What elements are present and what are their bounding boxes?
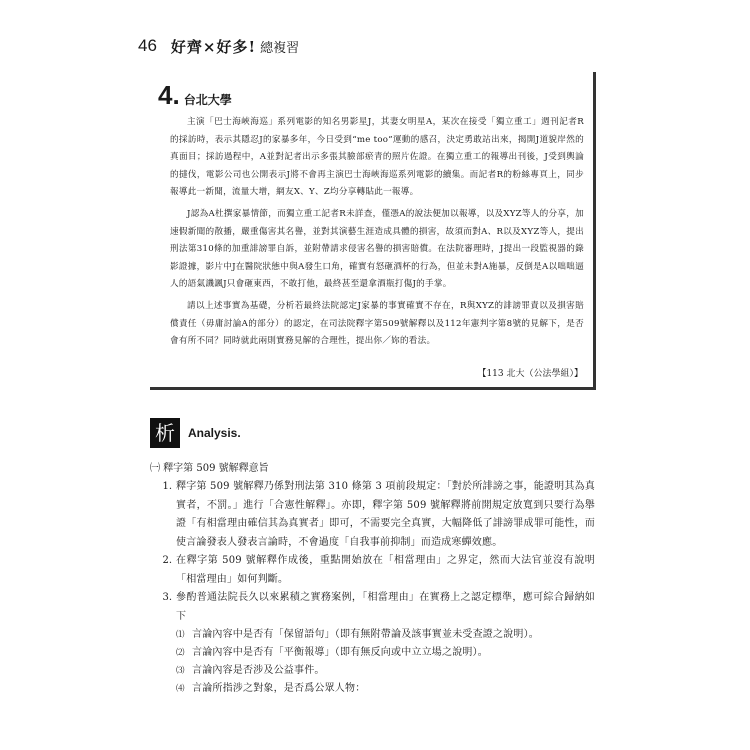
sub-item-marker: ⑵ [176, 648, 185, 658]
question-heading [158, 80, 232, 111]
question-number: 4. [158, 80, 180, 110]
question-paragraph: 請以上述事實為基礎，分析若最終法院認定J家暴的事實確實不存在，R與XYZ的誹謗罪責以及損害賠償責任（毋庸討論A的部分）的認定，在司法院釋字第509號解釋以及112年憲判字第8號的見解下，是否會有所不同？同時就此兩則實務見解的合理性，提出你／妳的看法。 [170, 300, 584, 347]
sub-item [150, 644, 595, 662]
question-paragraph: J認為A杜撰家暴情節，而獨立重工記者R未詳查，僅憑A的說法便加以報導，以及XYZ等人的分享，加速假新聞的散播，嚴重傷害其名譽，並對其演藝生涯造成具體的損害，故須而對A、R以及XYZ等人，提出刑法第310條的加重誹謗罪自訴，並附帶請求侵害名譽的損害賠償。在法院審理時，J提出一段監視器的錄影證據，影片中J在醫院狀態中與A發生口角，確實有怒砸酒杯的行為，但並未對A施暴，反倒是A以咄咄逼人的語氣譏諷J只會砸東西，不敢打他，最終甚至還拿酒瓶打傷J的手掌。 [170, 208, 584, 290]
sub-item [150, 626, 595, 644]
sub-item-text: 言論所指涉之對象，是否爲公眾人物： [192, 683, 366, 694]
analysis-body [150, 460, 595, 698]
page-number: 46 [138, 36, 157, 55]
question-source: 【113 北大（公法學組）】 [477, 369, 583, 379]
analysis-heading [150, 418, 241, 448]
list-item-marker: 1. [162, 481, 172, 492]
list-item-marker: 2. [162, 555, 172, 566]
analysis-label: Analysis. [188, 426, 241, 440]
sub-item [150, 680, 595, 698]
list-item [150, 478, 595, 552]
list-item [150, 552, 595, 589]
list-item-text: 釋字第 509 號解釋乃係對刑法第 310 條第 3 項前段規定：「對於所誹謗之事，能證明其為真實者，不罰。」進行「合憲性解釋」。亦即，釋字第 509 號解釋將前開規定放寬到只要行為舉證「有相當理由確信其為真實者」即可，不需要完全真實，大幅降低了誹謗罪成罪可能性，而使言論發表人發表言論時，不會過度「自我事前抑制」而造成寒蟬效應。 [176, 481, 595, 548]
list-item-marker: 3. [162, 592, 172, 603]
sub-item-text: 言論內容中是否有「保留語句」（即有無附帶論及該事實並未受查證之說明）。 [192, 629, 539, 640]
sub-item-marker: ⑷ [176, 684, 185, 694]
analysis-icon: 析 [150, 418, 180, 448]
section-title: ㈠ 釋字第 509 號解釋意旨 [150, 463, 269, 474]
list-item-text: 參酌普通法院長久以來累積之實務案例，「相當理由」在實務上之認定標準，應可綜合歸納如下 [176, 592, 595, 622]
question-school: 台北大學 [183, 93, 232, 107]
sub-item [150, 662, 595, 680]
brand-logo: 好齊×好多! [170, 37, 257, 56]
page-header [138, 32, 299, 60]
sub-item-text: 言論內容是否涉及公益事件。 [192, 665, 325, 676]
sub-item-text: 言論內容中是否有「平衡報導」（即有無反向或中立立場之說明）。 [192, 647, 488, 658]
list-item-text: 在釋字第 509 號解釋作成後，重點開始放在「相當理由」之界定，然而大法官並沒有說明「相當理由」如何判斷。 [176, 555, 595, 585]
sub-item-marker: ⑴ [176, 630, 185, 640]
question-paragraph: 主演「巴士海峽海巡」系列電影的知名男影星J，其妻女明星A，某次在接受「獨立重工」週刊記者R的採訪時，表示其隱忍J的家暴多年，今日受到“me too”運動的感召，決定勇敢站出來，揭開J道貌岸然的真面目；採訪過程中，A並對記者出示多張其臉部瘀青的照片佐證。在獨立重工的報導出刊後，J受到輿論的撻伐，電影公司也公開表示J將不會再主演巴士海峽海巡系列電影的續集。而記者R的粉絲專頁上，同步報導此一新聞，流量大增，網友X、Y、Z均分享轉貼此一報導。 [170, 117, 584, 198]
question-box [150, 72, 596, 390]
brand-subtitle: 總複習 [260, 40, 300, 56]
sub-item-marker: ⑶ [176, 666, 185, 676]
list-item [150, 589, 595, 626]
question-body [170, 114, 584, 355]
